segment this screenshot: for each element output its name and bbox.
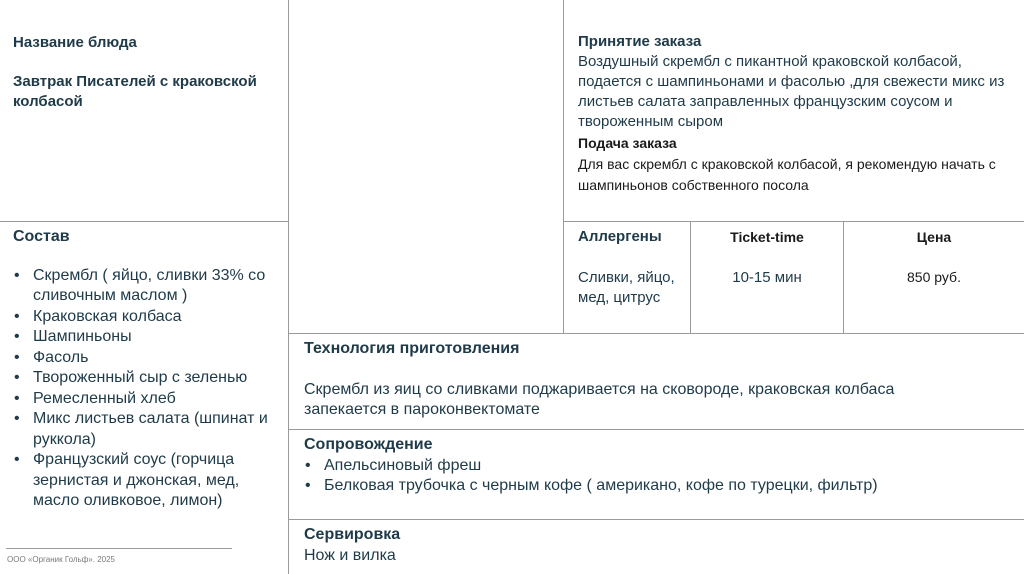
- dish-name: Завтрак Писателей с краковской колбасой: [13, 73, 257, 110]
- divider: [288, 519, 1024, 520]
- accompaniment-header: Сопровождение: [304, 436, 433, 453]
- list-item: • Шампиньоны: [13, 327, 281, 348]
- ticket-time-value: 10-15 мин: [732, 269, 802, 286]
- dish-cell: [13, 33, 281, 112]
- price-cell: [844, 228, 1024, 286]
- list-item: • Французский соус (горчица зернистая и джонская, мед, масло оливковое, лимон): [13, 450, 281, 512]
- list-item: • Белковая трубочка с черным кофе ( американо, кофе по турецки, фильтр): [304, 476, 1004, 497]
- allergens-cell: [578, 227, 686, 308]
- ticket-time-header: Ticket-time: [730, 229, 804, 245]
- composition-cell: [13, 227, 281, 512]
- serving-order-text: Для вас скрембл с краковской колбасой, я рекомендую начать с шампиньонов собственного посола: [578, 156, 996, 193]
- dish-header: Название блюда: [13, 34, 137, 51]
- list-item: • Микс листьев салата (шпинат и руккола): [13, 409, 281, 450]
- ticket-time-cell: [691, 228, 843, 288]
- list-item: • Скрембл ( яйцо, сливки 33% со сливочным маслом ): [13, 266, 281, 307]
- divider: [288, 0, 289, 574]
- price-value: 850 руб.: [907, 269, 961, 285]
- table-setting-cell: [304, 525, 804, 566]
- footer-text: ООО «Органик Гольф». 2025: [7, 555, 115, 564]
- price-header: Цена: [916, 229, 952, 245]
- divider: [563, 0, 564, 333]
- technology-header: Технология приготовления: [304, 340, 520, 357]
- technology-cell: [304, 339, 974, 421]
- table-setting-text: Нож и вилка: [304, 546, 396, 564]
- list-item: • Апельсиновый фреш: [304, 456, 1004, 477]
- accompaniment-list: [304, 456, 1004, 497]
- order-taking-header: Принятие заказа: [578, 33, 702, 50]
- divider: [288, 333, 1024, 334]
- list-item: • Ремесленный хлеб: [13, 389, 281, 410]
- serving-order-header: Подача заказа: [578, 135, 677, 151]
- list-item: • Твороженный сыр с зеленью: [13, 368, 281, 389]
- table-setting-header: Сервировка: [304, 526, 401, 543]
- order-cell: [578, 32, 1018, 196]
- list-item: • Фасоль: [13, 348, 281, 369]
- technology-text: Скрембл из яиц со сливками поджаривается на сковороде, краковская колбаса запекается в пароконвектомате: [304, 380, 895, 418]
- accompaniment-cell: [304, 435, 1004, 497]
- footer-divider: [6, 548, 232, 549]
- composition-list: [13, 266, 281, 512]
- composition-header: Состав: [13, 228, 70, 245]
- allergens-header: Аллергены: [578, 228, 662, 245]
- divider: [288, 429, 1024, 430]
- divider: [0, 221, 288, 222]
- allergens-text: Сливки, яйцо, мед, цитрус: [578, 269, 675, 306]
- divider: [563, 221, 1024, 222]
- order-taking-text: Воздушный скрембл с пикантной краковской колбасой, подается с шампиньонами и фасолью ,для свежести микс из листьев салата заправленных французским соусом и твороженным сыром: [578, 53, 1005, 130]
- list-item: • Краковская колбаса: [13, 307, 281, 328]
